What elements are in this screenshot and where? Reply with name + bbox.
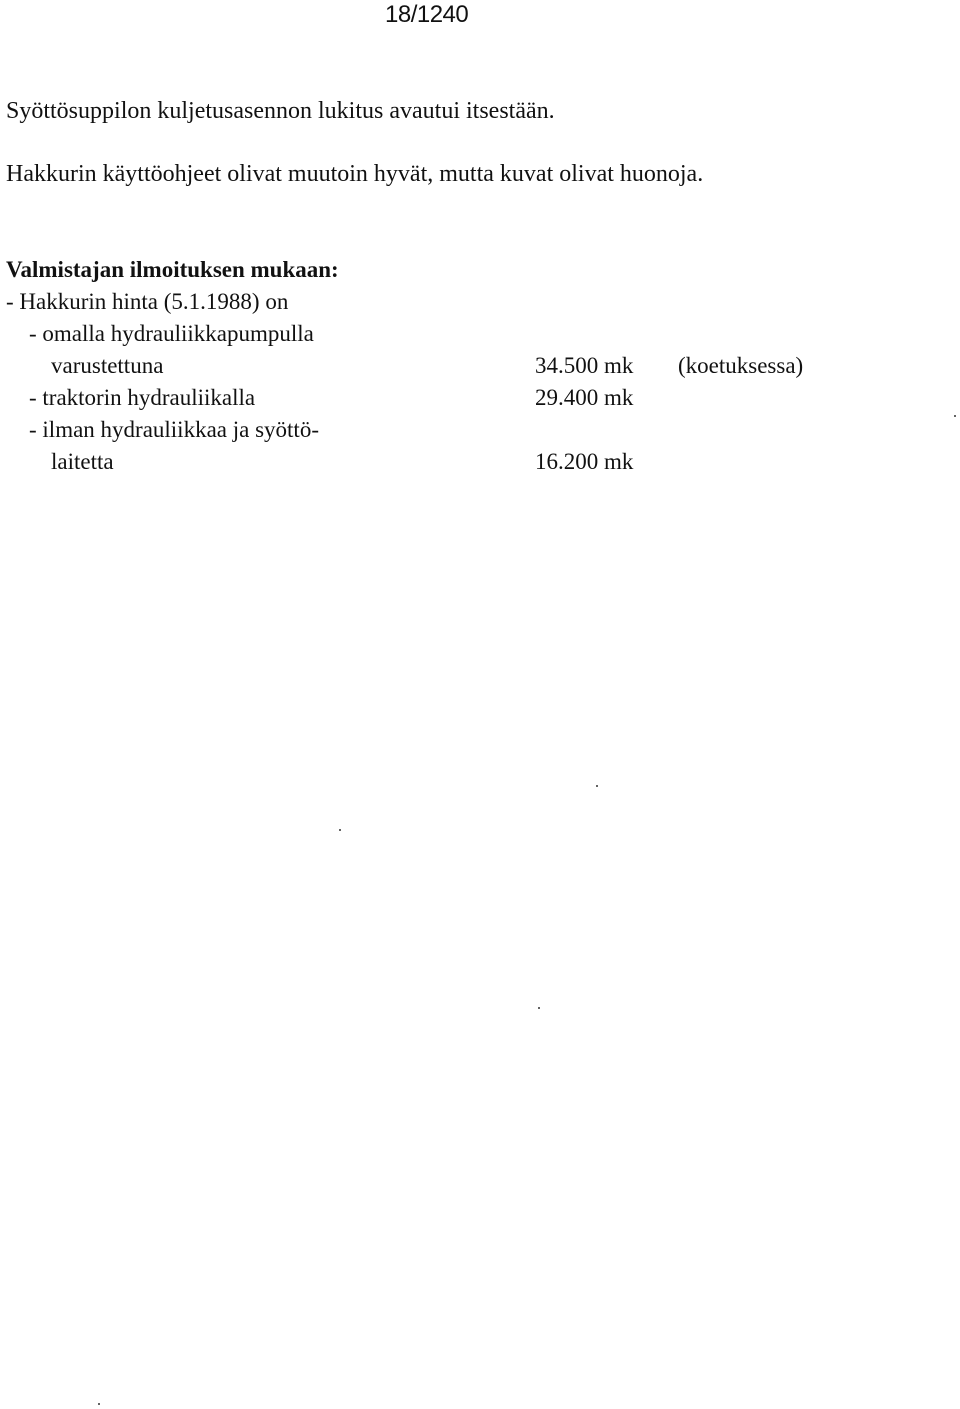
paragraph-feed-hopper-lock: Syöttösuppilon kuljetusasennon lukitus avautui itsestään. bbox=[6, 98, 555, 124]
price-row-label-continued: laitetta bbox=[51, 449, 114, 474]
price-row-label: - traktorin hydrauliikalla bbox=[29, 385, 256, 410]
price-row-value: 16.200 mk bbox=[535, 449, 634, 474]
scan-speck bbox=[339, 829, 341, 831]
price-row-value: 29.400 mk bbox=[535, 385, 634, 410]
scan-speck bbox=[954, 415, 956, 417]
price-row-value: 34.500 mk bbox=[535, 353, 634, 378]
scan-speck bbox=[596, 785, 598, 787]
scan-speck bbox=[538, 1007, 540, 1009]
price-row-label: - omalla hydrauliikkapumpulla bbox=[29, 321, 314, 346]
price-row-note: (koetuksessa) bbox=[678, 353, 804, 378]
price-intro-line: - Hakkurin hinta (5.1.1988) on bbox=[6, 289, 289, 314]
page-number: 18/1240 bbox=[385, 1, 469, 28]
price-row-label: - ilman hydrauliikkaa ja syöttö- bbox=[29, 417, 319, 442]
paragraph-manual-quality: Hakkurin käyttöohjeet olivat muutoin hyvät, mutta kuvat olivat huonoja. bbox=[6, 161, 704, 187]
manufacturer-notice-heading: Valmistajan ilmoituksen mukaan: bbox=[6, 257, 339, 282]
scan-speck bbox=[98, 1403, 100, 1405]
price-row-label-continued: varustettuna bbox=[51, 353, 164, 378]
